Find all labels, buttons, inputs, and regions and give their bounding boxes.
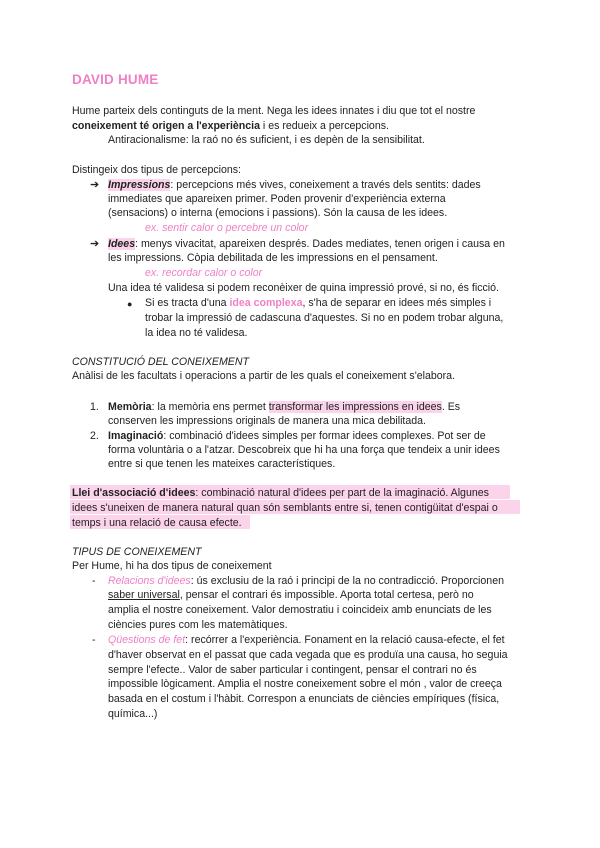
- association-line-1: [72, 486, 489, 500]
- relacions-underlined: saber universal: [108, 589, 180, 601]
- intro-bold-phrase: coneixement té origen a l'experiència: [72, 120, 260, 132]
- association-term: Llei d'associació d'idees: [72, 487, 196, 499]
- relacions-line-1: [108, 574, 504, 588]
- intro-line-3: Antiracionalisme: la raó no és suficient, i es depèn de la sensibilitat.: [108, 134, 425, 146]
- list-number: 2.: [90, 430, 99, 442]
- questions-line-1: [108, 633, 505, 647]
- complex-line-2: trobar la impressió de cadascuna d'aquestes. Si no en podem trobar alguna,: [145, 312, 504, 324]
- impressions-def: : percepcions més vives, coneixement a través dels sentits: dades: [170, 179, 481, 191]
- questions-term: Qüestions de fet: [108, 634, 186, 646]
- complex-line-3: la idea no té validesa.: [145, 327, 248, 339]
- memoria-pre: : la memòria ens permet: [151, 401, 269, 413]
- memoria-highlight: transformar les impressions en idees: [268, 401, 442, 413]
- association-line-3: temps i una relació de causa efecte.: [72, 517, 242, 529]
- relacions-def: : ús exclusiu de la raó i principi de la no contradicció. Proporcionen: [190, 575, 504, 587]
- relacions-line-2: [108, 588, 474, 602]
- memoria-line-2: conserven les impressions originals de manera una mica debilitada.: [108, 415, 426, 427]
- page-title: DAVID HUME: [72, 72, 159, 87]
- questions-line-6: química...): [108, 708, 158, 720]
- memoria-term: Memòria: [108, 401, 152, 413]
- impressions-term: Impressions: [108, 179, 171, 191]
- imaginacio-line-3: entre si que tenen les mateixes característiques.: [108, 458, 336, 470]
- imaginacio-line-1: [108, 429, 486, 443]
- relacions-line-3: amplia el nostre coneixement. Valor demostratiu i coincideix amb enunciats de les: [108, 604, 492, 616]
- questions-def: : recórrer a l'experiència. Fonament en la relació causa-efecte, el fet: [185, 634, 505, 646]
- intro-line-1: Hume parteix dels continguts de la ment. Nega les idees innates i diu que tot el nostre: [72, 105, 476, 117]
- questions-line-2: d'haver observat en el passat que cada vegada que es produïa una causa, ho seguia: [108, 649, 508, 661]
- knowledge-heading: TIPUS DE CONEIXEMENT: [72, 546, 202, 558]
- imaginacio-line-2: forma voluntària o a l'atzar. Descobreix que hi ha una força que tendeix a unir idees: [108, 444, 500, 456]
- memoria-post: . Es: [441, 401, 461, 413]
- complex-post: , s'ha de separar en idees més simples i: [302, 297, 492, 309]
- association-line-2: idees s'uneixen de manera natural quan són semblants entre si, tenen contigüitat d'espai o: [72, 502, 498, 514]
- idees-def: : menys vivacitat, apareixen després. Dades mediates, tenen origen i causa en: [135, 238, 505, 250]
- impressions-example: ex. sentir calor o percebre un color: [145, 222, 309, 234]
- imaginacio-term: Imaginació: [108, 430, 164, 442]
- complex-pre: Si es tracta d'una: [145, 297, 230, 309]
- complex-term: idea complexa: [229, 297, 303, 309]
- questions-line-4: impossible lògicament. Amplia el nostre coneixement sobre el món , valor de creeça: [108, 678, 502, 690]
- intro-line-2-rest: i es redueix a percepcions.: [259, 120, 389, 132]
- constitution-heading: CONSTITUCIÓ DEL CONEIXEMENT: [72, 356, 249, 368]
- knowledge-subtitle: Per Hume, hi ha dos tipus de coneixement: [72, 560, 272, 572]
- list-number: 1.: [90, 401, 99, 413]
- relacions-term: Relacions d'idees: [108, 575, 191, 587]
- idees-term: Idees: [108, 238, 136, 250]
- dash-marker: -: [92, 634, 96, 646]
- association-def: : combinació natural d'idees per part de la imaginació. Algunes: [195, 487, 489, 499]
- idees-line-1: [108, 237, 505, 251]
- complex-line-1: [145, 296, 491, 310]
- idees-line-2: les impressions. Còpia debilitada de les impressions en el pensament.: [108, 252, 438, 264]
- impressions-line-3: (sensacions) o interna (emocions i passions). Són la causa de les idees.: [108, 207, 448, 219]
- impressions-line-2: immediates que apareixen primer. Poden provenir d'experiència externa: [108, 193, 446, 205]
- questions-line-3: sempre l'efecte.. Valor de saber particular i contingent, pensar el contrari no és: [108, 664, 477, 676]
- intro-line-2: [72, 119, 389, 133]
- perceptions-heading: Distingeix dos tipus de percepcions:: [72, 164, 242, 176]
- relacions-line-4: ciències pures com les matemàtiques.: [108, 619, 288, 631]
- validity-line: Una idea té validesa si podem reconèixer de quina impressió prové, si no, és ficció.: [108, 282, 499, 294]
- imaginacio-def: : combinació d'idees simples per formar idees complexes. Pot ser de: [163, 430, 486, 442]
- questions-line-5: basada en el costum i l'hàbit. Correspon a enunciats de ciències empíriques (física,: [108, 693, 500, 705]
- bullet-icon: ●: [127, 299, 133, 309]
- relacions-line-2-rest: , pensar el contrari és impossible. Aporta total certesa, però no: [179, 589, 474, 601]
- impressions-line-1: [108, 178, 481, 192]
- dash-marker: -: [92, 575, 96, 587]
- constitution-subtitle: Anàlisi de les facultats i operacions a partir de les quals el coneixement s'elabora.: [72, 370, 456, 382]
- idees-example: ex. recordar calor o color: [145, 267, 263, 279]
- arrow-icon: ➔: [90, 238, 100, 250]
- arrow-icon: ➔: [90, 179, 100, 191]
- memoria-line-1: [108, 400, 460, 414]
